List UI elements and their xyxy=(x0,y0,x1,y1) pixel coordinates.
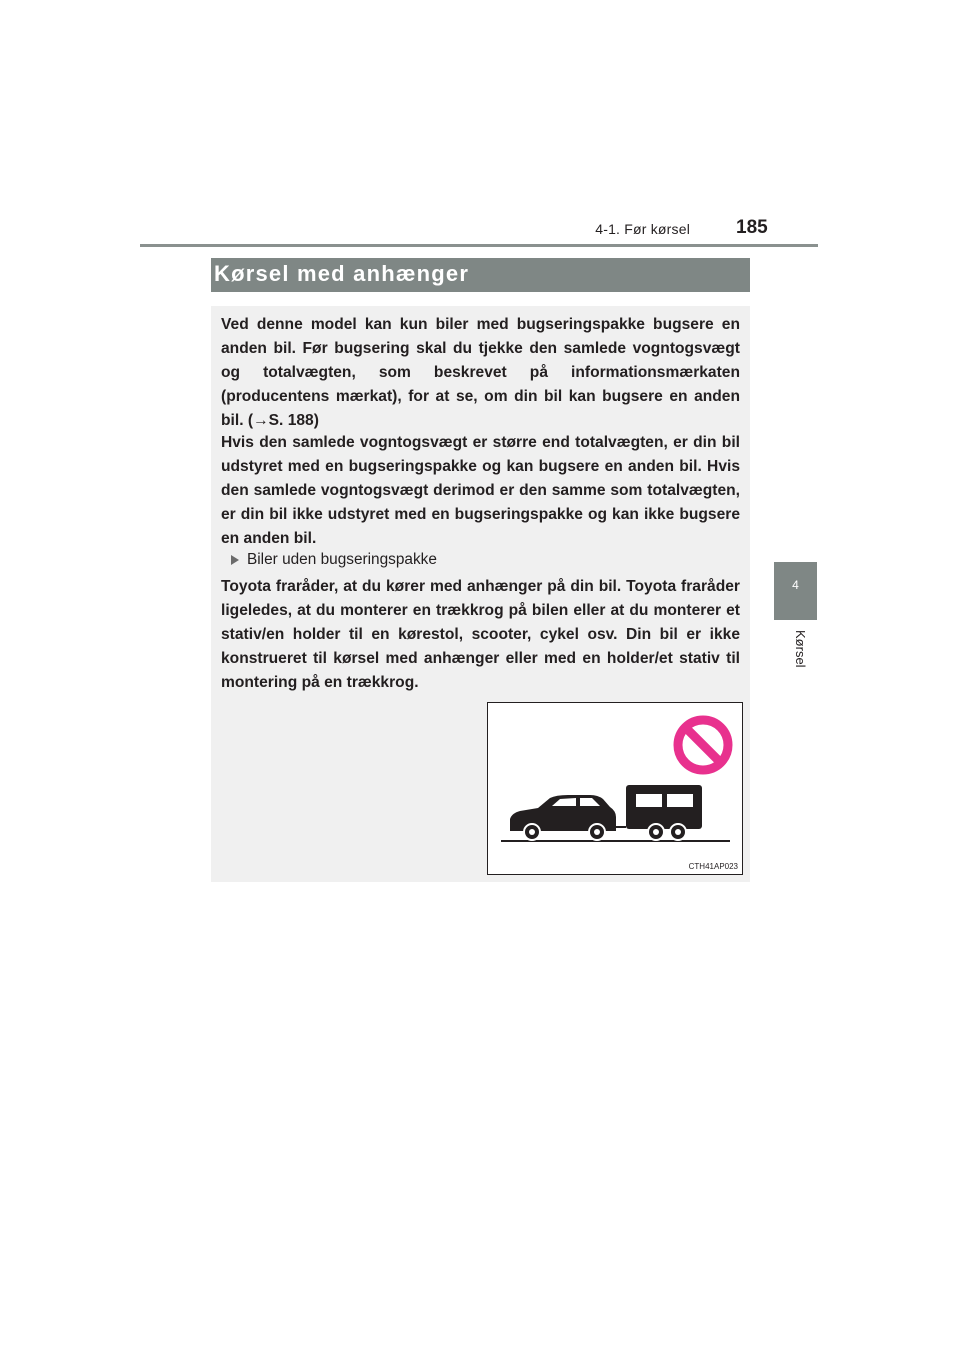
illustration-graphic xyxy=(488,703,744,876)
page-number: 185 xyxy=(736,217,768,238)
header-divider xyxy=(140,244,818,247)
towing-illustration xyxy=(487,702,743,875)
figure-code: CTH41AP023 xyxy=(688,862,738,871)
car-icon xyxy=(510,795,626,840)
prohibition-icon xyxy=(678,720,728,770)
header-section-title: 4-1. Før kørsel xyxy=(595,221,690,237)
bullet-label: Biler uden bugseringspakke xyxy=(247,551,437,568)
chapter-label: Kørsel xyxy=(793,630,808,668)
bullet-item xyxy=(231,551,437,569)
weight-paragraph: Hvis den samlede vogntogsvægt er større end totalvægten, er din bil udstyret med en bugseringspakke og kan bugsere en anden bil. Hvis den samlede vogntogsvægt derimod er den samme som totalvægten, er din bil ikke udstyret med en bugseringspakke og kan ikke bugsere en anden bil. xyxy=(221,434,740,547)
trailer-icon xyxy=(626,785,702,840)
chapter-number: 4 xyxy=(792,578,799,592)
chapter-tab[interactable] xyxy=(774,562,817,620)
warning-paragraph: Toyota fraråder, at du kører med anhænger på din bil. Toyota fraråder ligeledes, at du monterer en trækkrog på bilen eller at du monterer et stativ/en holder til en kørestol, scooter, cykel osv. Din bil er ikke konstrueret til kørsel med anhænger eller med en holder/et stativ til montering på en trækkrog. xyxy=(221,578,740,691)
section-title: Kørsel med anhænger xyxy=(214,261,470,286)
intro-paragraph: Ved denne model kan kun biler med bugseringspakke bugsere en anden bil. Før bugsering skal du tjekke den samlede vogntogsvægt og totalvægten, som beskrevet på informationsmærkaten (producentens mærkat), for at se, om din bil kan bugsere en anden bil. (→S. 188) xyxy=(221,316,740,429)
bullet-arrow-icon xyxy=(231,555,239,565)
